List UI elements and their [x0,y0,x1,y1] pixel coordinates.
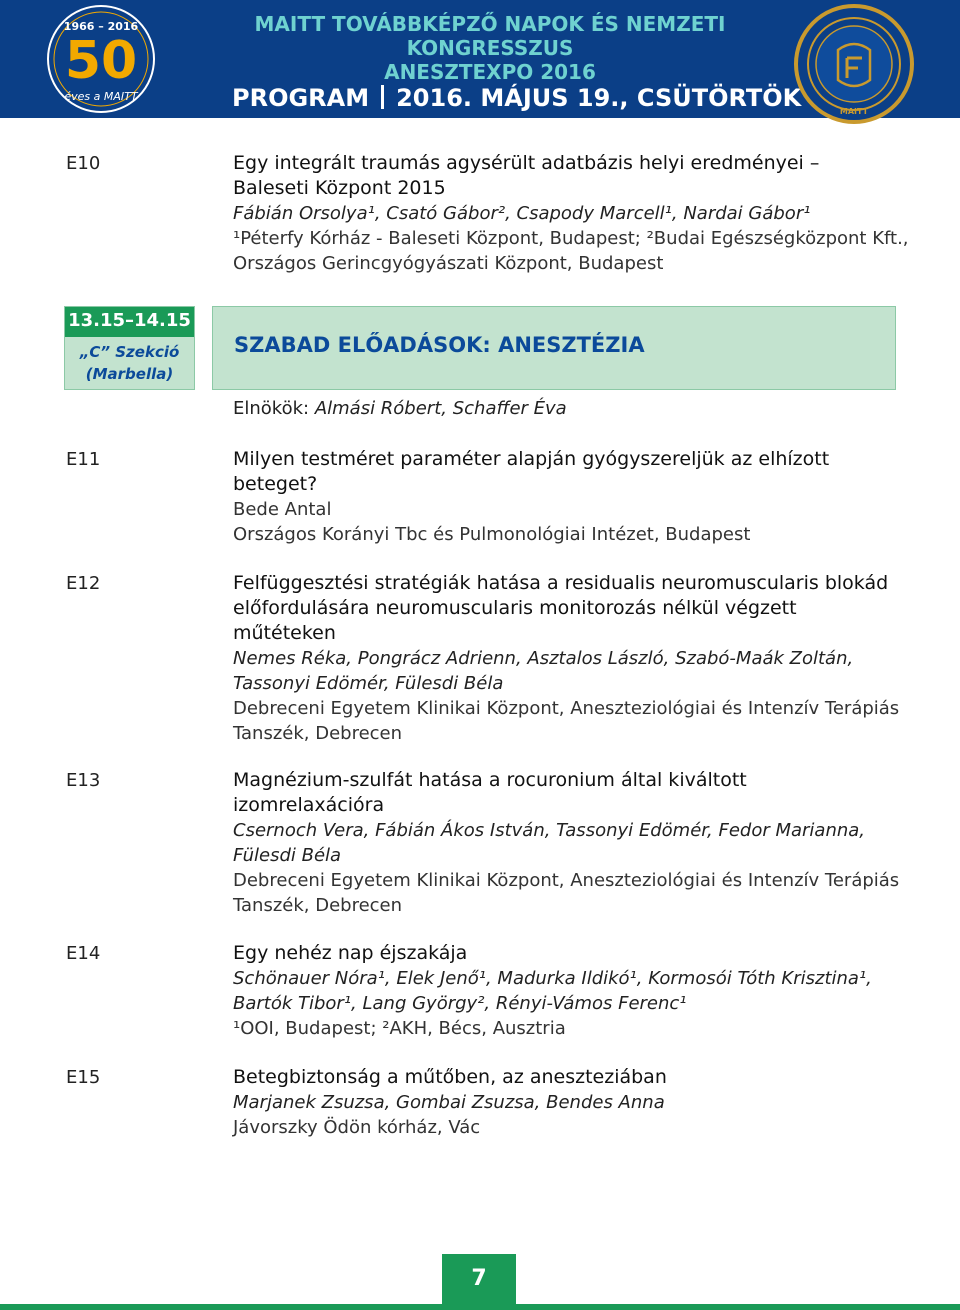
abstract-code-e15: E15 [66,1067,101,1088]
abstract-title: Betegbiztonság a műtőben, az aneszteziában [233,1066,667,1088]
chairs-label: Elnökök: [233,398,310,419]
abstract-title-cont: beteget? [233,473,318,495]
session-name [65,341,194,385]
abstract-institution-cont: Tanszék, Debrecen [233,895,403,916]
abstract-institution: ¹OOI, Budapest; ²AKH, Bécs, Ausztria [233,1018,566,1039]
abstract-title: Milyen testméret paraméter alapján gyógyszereljük az elhízott [233,448,830,470]
logo-years: 1966 – 2016 [63,20,139,33]
abstract-institution: Debreceni Egyetem Klinikai Központ, Aneszteziológiai és Intenzív Terápiás [233,698,900,719]
abstract-institution: Debreceni Egyetem Klinikai Központ, Aneszteziológiai és Intenzív Terápiás [233,870,900,891]
header-title [180,12,800,84]
chairs-names: Almási Róbert, Schaffer Éva [314,398,567,419]
abstract-authors: Csernoch Vera, Fábián Ákos István, Tassonyi Edömér, Fedor Marianna, [233,820,866,841]
abstract-code-e13: E13 [66,770,101,791]
abstract-title-cont: Baleseti Központ 2015 [233,177,446,199]
abstract-authors: Marjanek Zsuzsa, Gombai Zsuzsa, Bendes Anna [233,1092,665,1113]
abstract-authors: Bede Antal [233,499,332,520]
session-chairs [233,398,567,419]
program-date-bar [232,84,801,112]
abstract-title: Magnézium-szulfát hatása a rocuronium által kiváltott [233,769,747,791]
header-title-line1: MAITT TOVÁBBKÉPZŐ NAPOK ÉS NEMZETI KONGRESSZUS [254,12,726,60]
abstract-institution-cont: Országos Gerincgyógyászati Központ, Budapest [233,253,664,274]
abstract-title: Egy nehéz nap éjszakája [233,942,468,964]
abstract-authors-cont: Fülesdi Béla [233,845,342,866]
footer-divider [0,1304,960,1310]
abstract-code-e11: E11 [66,449,101,470]
abstract-title: Egy integrált traumás agysérült adatbázis helyi eredményei – [233,152,820,174]
abstract-title: Felfüggesztési stratégiák hatása a residualis neuromuscularis blokád [233,572,889,594]
society-seal-logo [792,2,916,126]
session-time: 13.15–14.15 [65,307,194,337]
abstract-code-e14: E14 [66,943,101,964]
abstract-institution: Jávorszky Ödön kórház, Vác [233,1117,481,1138]
logo-number: 50 [64,31,138,91]
abstract-e11 [233,447,923,547]
header-title-line2: ANESZTEXPO 2016 [384,60,596,84]
abstract-institution: ¹Péterfy Kórház - Baleseti Központ, Budapest; ²Budai Egészségközpont Kft., [233,228,909,249]
abstract-e14 [233,941,923,1041]
abstract-authors: Fábián Orsolya¹, Csató Gábor², Csapody Marcell¹, Nardai Gábor¹ [233,203,811,224]
abstract-authors: Schönauer Nóra¹, Elek Jenő¹, Madurka Ildikó¹, Kormosói Tóth Krisztina¹, [233,968,872,989]
abstract-institution: Országos Korányi Tbc és Pulmonológiai Intézet, Budapest [233,524,751,545]
logo-caption: éves a MAITT [64,90,138,103]
maitt-50-years-logo [46,4,156,114]
session-info-box [64,306,195,390]
abstract-code-e12: E12 [66,573,101,594]
abstract-e13 [233,768,923,918]
abstract-authors-cont: Bartók Tibor¹, Lang György², Rényi-Vámos Ferenc¹ [233,993,687,1014]
abstract-e15 [233,1065,923,1140]
abstract-e10 [233,151,923,276]
abstract-authors: Nemes Réka, Pongrácz Adrienn, Asztalos László, Szabó-Maák Zoltán, [233,648,854,669]
page-header [0,0,960,118]
divider [381,85,384,109]
session-title: SZABAD ELŐADÁSOK: ANESZTÉZIA [234,333,645,357]
seal-caption: MAITT [839,107,869,116]
abstract-title-cont: előfordulására neuromuscularis monitorozás nélkül végzett [233,597,797,619]
session-room: (Marbella) [85,365,174,383]
abstract-code-e10: E10 [66,153,101,174]
program-label: PROGRAM [232,84,370,112]
page-number: 7 [442,1254,516,1304]
abstract-institution-cont: Tanszék, Debrecen [233,723,403,744]
abstract-e12 [233,571,923,746]
session-title-box [212,306,896,390]
session-name-line1: „C” Szekció [79,343,180,361]
abstract-title-cont2: műtéteken [233,622,336,644]
abstract-title-cont: izomrelaxációra [233,794,385,816]
program-date: 2016. MÁJUS 19., CSÜTÖRTÖK [396,84,802,112]
abstract-authors-cont: Tassonyi Edömér, Fülesdi Béla [233,673,504,694]
